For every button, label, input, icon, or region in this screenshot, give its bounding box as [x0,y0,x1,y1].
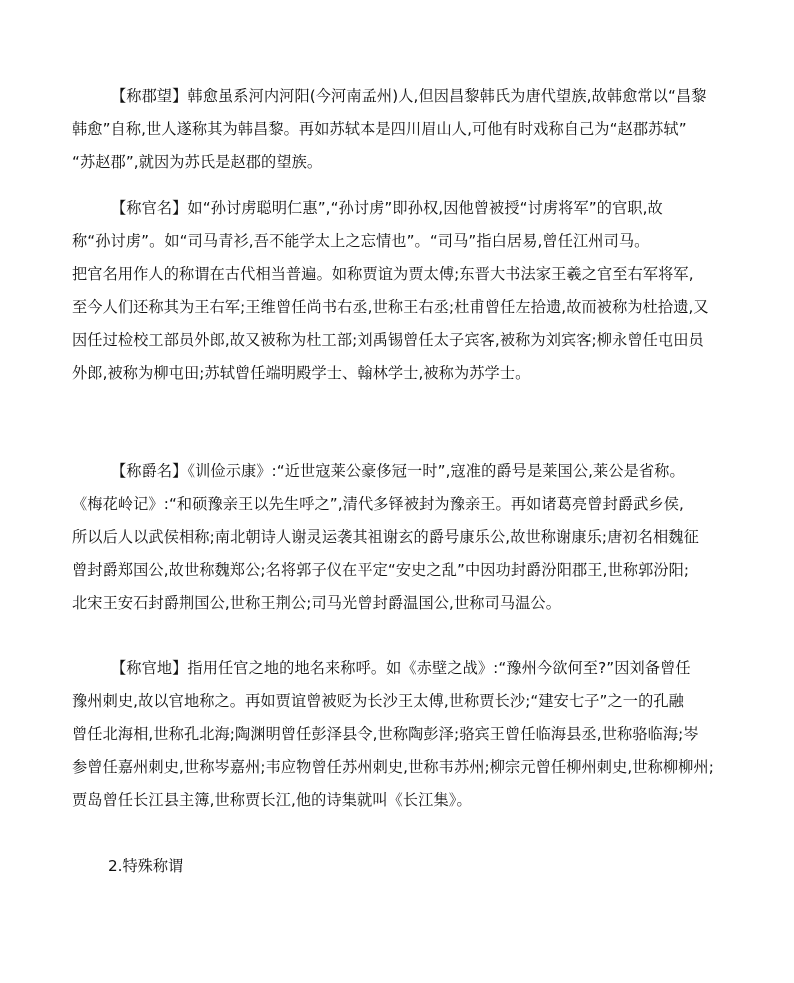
text-line: 把官名用作人的称谓在古代相当普遍。如称贾谊为贾太傅;东晋大书法家王羲之官至右军将军, [72,265,694,283]
text-line: 至今人们还称其为王右军;王维曾任尚书右丞,世称王右丞;杜甫曾任左拾遗,故而被称为杜拾遗,又 [72,298,709,316]
paragraph-guan-ming [72,192,722,390]
text-line: 【称郡望】韩愈虽系河内河阳(今河南孟州)人,但因昌黎韩氏为唐代望族,故韩愈常以“昌黎 [111,87,707,105]
section-heading: 2.特殊称谓 [108,857,184,875]
text-line: 韩愈”自称,世人遂称其为韩昌黎。再如苏轼本是四川眉山人,可他有时戏称自己为“赵郡苏轼” [72,120,687,138]
text-line: 曾封爵郑国公,故世称魏郑公;名将郭子仪在平定“安史之乱”中因功封爵汾阳郡王,世称郭汾阳; [72,561,690,579]
text-line: 外郎,被称为柳屯田;苏轼曾任端明殿学士、翰林学士,被称为苏学士。 [72,364,531,382]
text-line: 【称官名】如“孙讨虏聪明仁惠”,“孙讨虏”即孙权,因他曾被授“讨虏将军”的官职,故 [111,199,663,217]
text-line: “苏赵郡”,就因为苏氏是赵郡的望族。 [72,153,323,171]
text-line: 曾任北海相,世称孔北海;陶渊明曾任彭泽县令,世称陶彭泽;骆宾王曾任临海县丞,世称骆临海;岑 [72,725,699,743]
text-line: 所以后人以武侯相称;南北朝诗人谢灵运袭其祖谢玄的爵号康乐公,故世称谢康乐;唐初名相魏征 [72,528,699,546]
text-line: 因任过检校工部员外郎,故又被称为杜工部;刘禹锡曾任太子宾客,被称为刘宾客;柳永曾任屯田员 [72,331,704,349]
text-line: 豫州刺史,故以官地称之。再如贾谊曾被贬为长沙王太傅,世称贾长沙;“建安七子”之一的孔融 [72,692,684,710]
text-line: 北宋王安石封爵荆国公,世称王荆公;司马光曾封爵温国公,世称司马温公。 [72,594,561,612]
text-line: 【称爵名】《训俭示康》:“近世寇莱公豪侈冠一时”,寇准的爵号是莱国公,莱公是省称。 [111,462,685,480]
paragraph-jun-wang [72,80,722,179]
text-line: 参曾任嘉州刺史,世称岑嘉州;韦应物曾任苏州刺史,世称韦苏州;柳宗元曾任柳州刺史,世称柳柳州; [72,758,714,776]
text-line: 《梅花岭记》:“和硕豫亲王以先生呼之”,清代多铎被封为豫亲王。再如诸葛亮曾封爵武乡侯, [72,495,684,513]
paragraph-jue-ming [72,455,722,620]
text-line: 贾岛曾任长江县主簿,世称贾长江,他的诗集就叫《长江集》。 [72,791,472,809]
text-line: 称“孙讨虏”。如“司马青衫,吾不能学太上之忘情也”。“司马”指白居易,曾任江州司马。 [72,232,650,250]
paragraph-guan-di [72,652,722,817]
text-line: 【称官地】指用任官之地的地名来称呼。如《赤壁之战》:“豫州今欲何至?”因刘备曾任 [111,659,691,677]
